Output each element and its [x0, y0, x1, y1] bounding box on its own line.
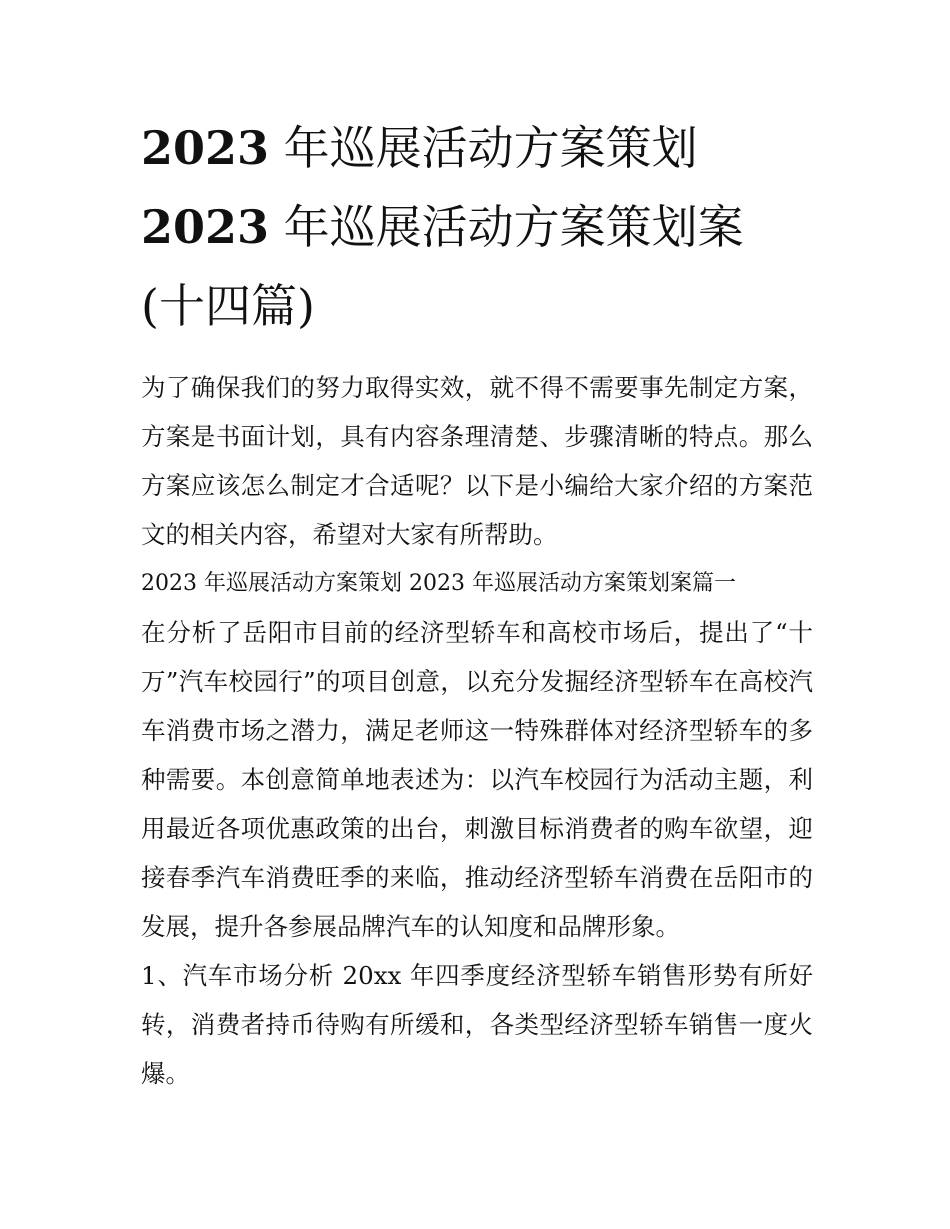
section-heading: 2023 年巡展活动方案策划 2023 年巡展活动方案策划案篇一: [141, 571, 736, 596]
title-year: 2023: [141, 200, 270, 254]
title-text: 年巡展活动方案策划案: [269, 200, 744, 254]
title-line-2: [141, 197, 813, 276]
title-line-1: [141, 118, 813, 197]
title-line-3: [141, 276, 813, 355]
body-paragraph-1: 在分析了岳阳市目前的经济型轿车和高校市场后，提出了“十万”汽车校园行”的项目创意，以充分发掘经济型轿车在高校汽车消费市场之潜力，满足老师这一特殊群体对经济型轿车的多种需要。本创意简单地表述为：以汽车校园行为活动主题，利用最近各项优惠政策的出台，刺激目标消费者的购车欲望，迎接春季汽车消费旺季的来临，推动经济型轿车消费在岳阳市的发展，提升各参展品牌汽车的认知度和品牌形象。: [141, 618, 813, 941]
title-text: 年巡展活动方案策划: [269, 121, 698, 175]
title-year: 2023: [141, 121, 270, 175]
document-title: [141, 118, 813, 355]
intro-paragraph: 为了确保我们的努力取得实效，就不得不需要事先制定方案，方案是书面计划，具有内容条理清楚、步骤清晰的特点。那么方案应该怎么制定才合适呢？以下是小编给大家介绍的方案范文的相关内容，希望对大家有所帮助。: [141, 373, 813, 549]
title-text: (十四篇): [141, 279, 315, 333]
document-page: [141, 118, 813, 1098]
body-paragraph-2: 1、汽车市场分析 20xx 年四季度经济型轿车销售形势有所好转，消费者持币待购有所缓和，各类型经济型轿车销售一度火爆。: [141, 961, 813, 1088]
